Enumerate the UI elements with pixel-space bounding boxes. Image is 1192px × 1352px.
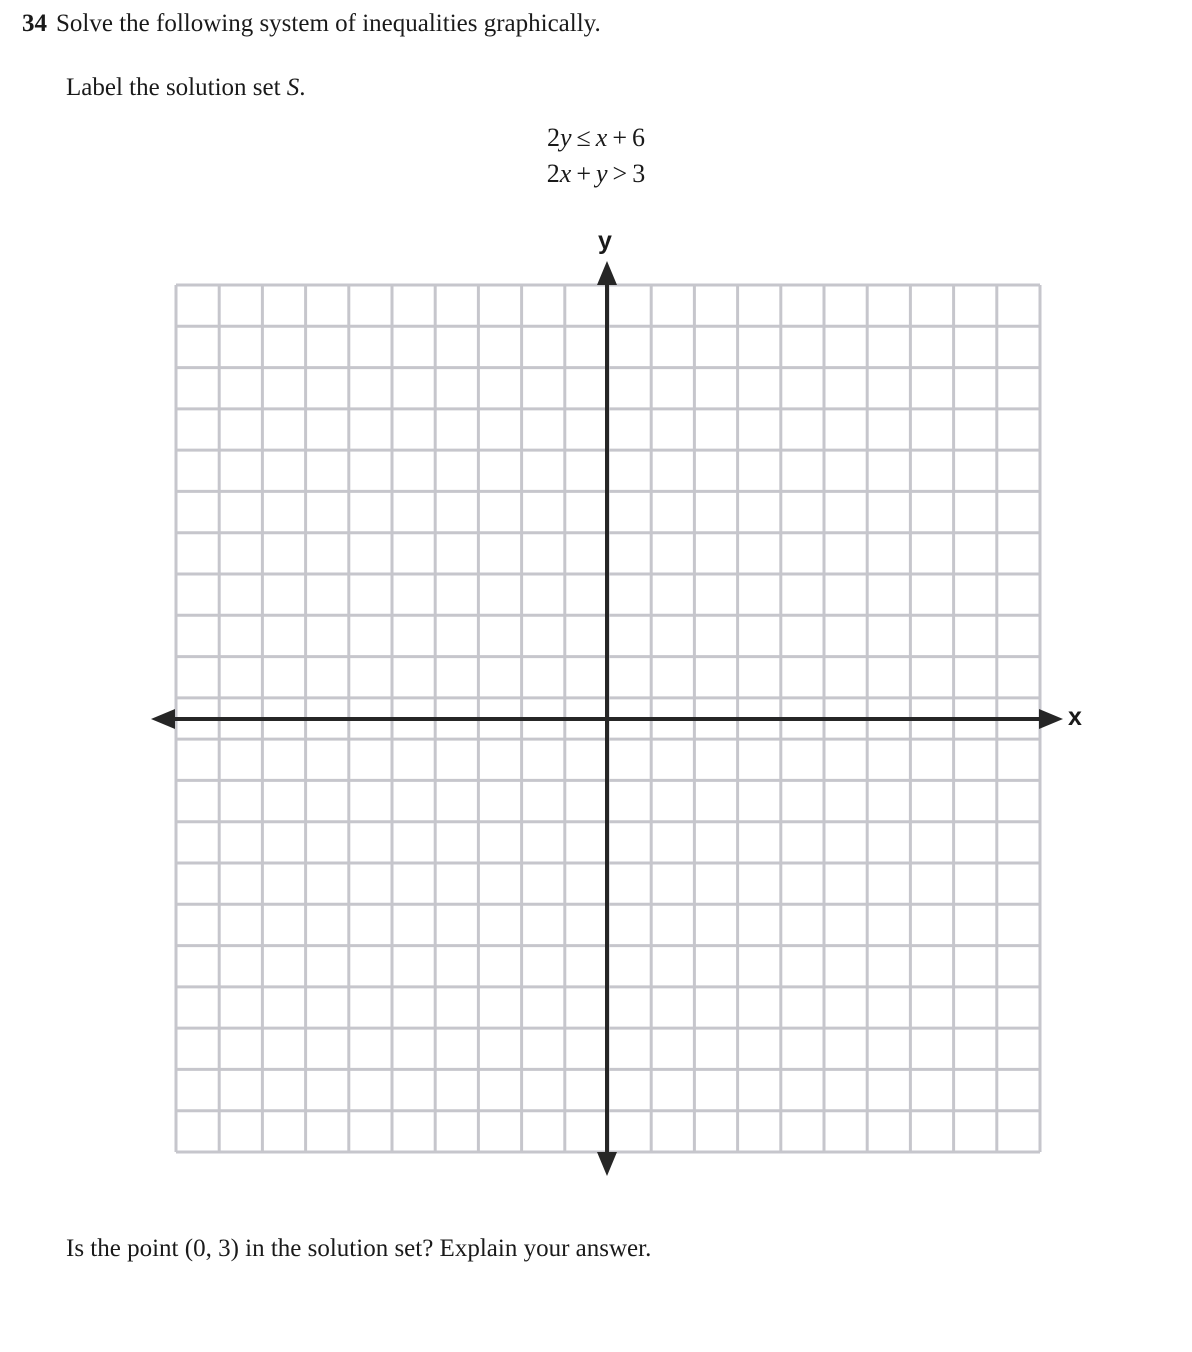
eq1-variable-x: x xyxy=(595,123,608,152)
solution-set-symbol: S xyxy=(286,74,300,101)
eq1-variable-y: y xyxy=(559,123,572,152)
eq2-plus: + xyxy=(576,159,591,188)
subprompt-text: Label the solution set xyxy=(66,74,287,101)
eq2-variable-x: x xyxy=(559,159,572,188)
y-axis-label: y xyxy=(598,227,612,255)
x-axis-label: x xyxy=(1068,703,1082,731)
grid-lines xyxy=(176,285,1040,1152)
question-header xyxy=(22,8,1142,40)
axes xyxy=(151,261,1063,1176)
subprompt-period: . xyxy=(299,74,306,101)
eq2-constant: 3 xyxy=(632,159,646,188)
eq2-relation: > xyxy=(612,159,628,188)
question-number: 34 xyxy=(22,10,47,37)
eq1-constant: 6 xyxy=(632,123,646,152)
eq1-plus: + xyxy=(612,123,628,152)
eq2-variable-y: y xyxy=(596,159,608,188)
question-subprompt xyxy=(66,72,306,104)
question-prompt: Solve the following system of inequalities graphically. xyxy=(56,10,601,37)
question-footer: Is the point (0, 3) in the solution set? Explain your answer. xyxy=(66,1235,652,1262)
eq1-relation: ≤ xyxy=(576,123,591,152)
inequality-line-2 xyxy=(0,156,1192,192)
inequality-line-1 xyxy=(0,120,1192,156)
inequality-system xyxy=(0,120,1192,192)
eq2-coefficient: 2 xyxy=(546,159,560,188)
eq1-coefficient: 2 xyxy=(546,123,560,152)
